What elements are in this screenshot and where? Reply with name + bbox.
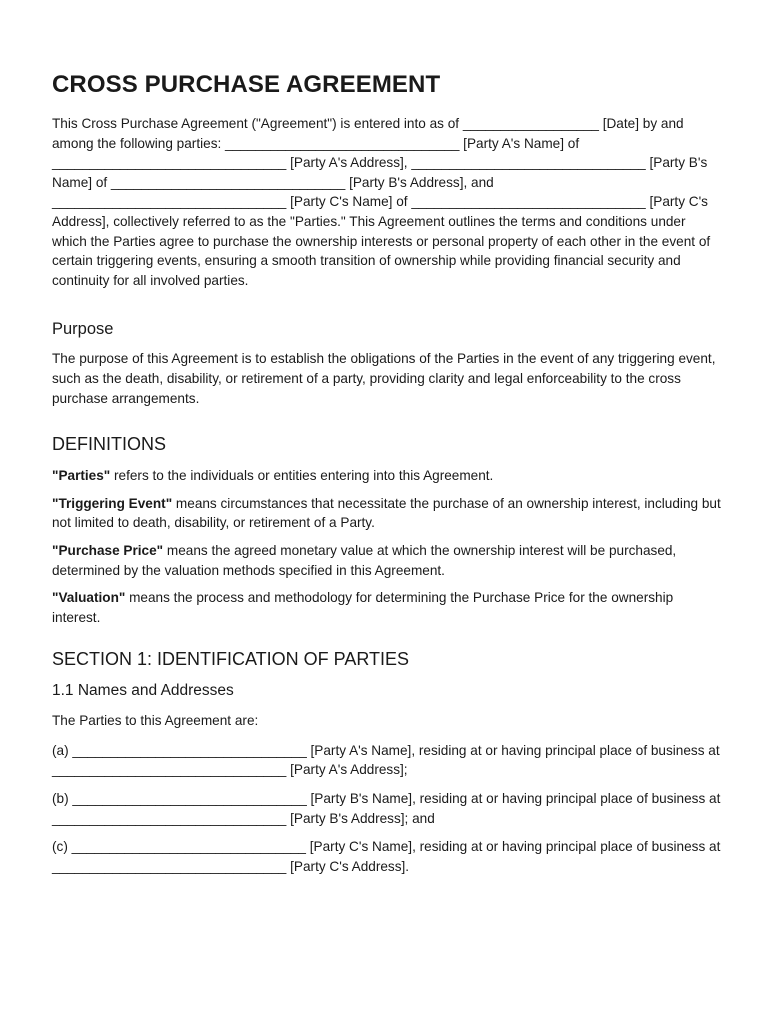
definition-text: refers to the individuals or entities entering into this Agreement. <box>110 468 494 484</box>
party-entry: (a) _______________________________ [Party A's Name], residing at or having principal place of business at _______________________________ [Party A's Address]; <box>52 742 720 778</box>
document-title: CROSS PURCHASE AGREEMENT <box>52 71 441 98</box>
section1-subheading: 1.1 Names and Addresses <box>52 682 234 700</box>
definition-term: "Triggering Event" <box>52 495 173 511</box>
parties-intro: The Parties to this Agreement are: <box>52 713 259 729</box>
definition-term: "Parties" <box>52 468 111 484</box>
document-page <box>52 70 724 885</box>
definition-text: means circumstances that necessitate the purchase of an ownership interest, including but not limited to death, disability, or retirement of a Party. <box>52 495 721 531</box>
purpose-paragraph: The purpose of this Agreement is to establish the obligations of the Parties in the event of any triggering event, such as the death, disability, or retirement of a party, providing clarity and legal enforceability to the cross purchase arrangements. <box>52 351 716 406</box>
section1-heading: SECTION 1: IDENTIFICATION OF PARTIES <box>52 649 410 670</box>
definitions-heading: DEFINITIONS <box>52 434 167 455</box>
definition-text: means the process and methodology for determining the Purchase Price for the ownership interest. <box>52 590 674 625</box>
definition-item <box>52 466 724 486</box>
purpose-heading: Purpose <box>52 320 114 339</box>
definition-term: "Purchase Price" <box>52 542 164 558</box>
definitions-list <box>52 466 724 627</box>
definition-item <box>52 588 724 627</box>
party-entry: (b) _______________________________ [Party B's Name], residing at or having principal place of business at _______________________________ [Party B's Address]; and <box>52 791 721 826</box>
definition-item <box>52 494 724 533</box>
intro-paragraph: This Cross Purchase Agreement ("Agreement") is entered into as of __________________ [Date] by and among the following parties: _______________________________ [Party A's Name] of _______________________________ [Party A's Address], _______________________________ [Party B's Name] of _______________________________ [Party B's Address], and _______________________________ [Party C's Name] of _______________________________ [Party C's Address], collectively referred to as the "Parties." This Agreement outlines the terms and conditions under which the Parties agree to purchase the ownership interests or personal property of each other in the event of certain triggering events, ensuring a smooth transition of ownership while providing financial security and continuity for all involved parties. <box>52 116 711 288</box>
definition-term: "Valuation" <box>52 590 126 606</box>
definition-text: means the agreed monetary value at which the ownership interest will be purchased, determined by the valuation methods specified in this Agreement. <box>52 542 677 578</box>
party-entry: (c) _______________________________ [Party C's Name], residing at or having principal place of business at _______________________________ [Party C's Address]. <box>52 839 721 874</box>
definition-item <box>52 541 724 580</box>
